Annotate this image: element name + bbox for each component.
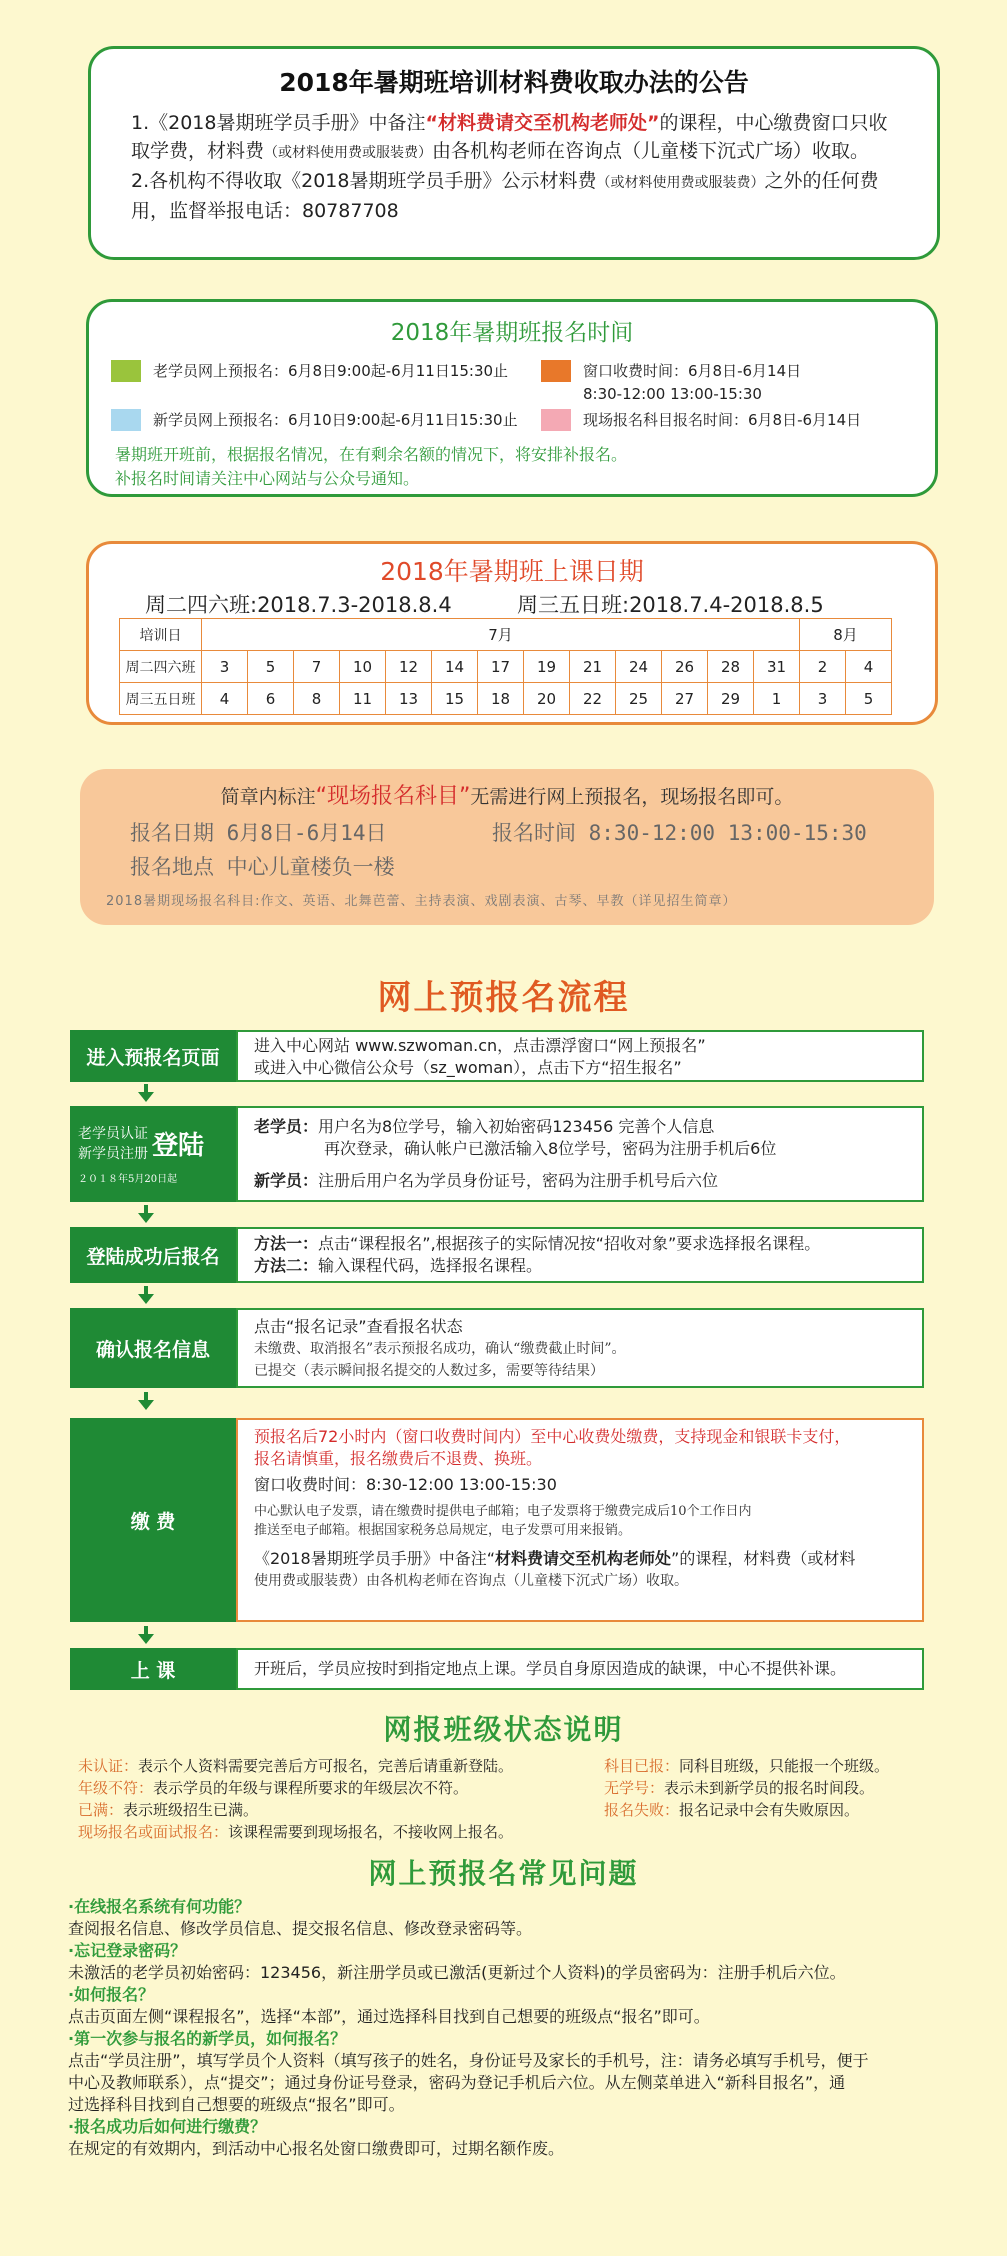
table-row	[120, 619, 892, 651]
step-pay-material-b: 材料费请交至机构老师处	[495, 1549, 672, 1568]
legend-new-online: 新学员网上预报名：6月10日9:00起-6月11日15:30止	[153, 411, 518, 429]
regtime-note-2: 补报名时间请关注中心网站与公众号通知。	[115, 469, 420, 488]
faq-answer: 点击页面左侧“课程报名”，选择“本部”，通过选择科目找到自己想要的班级点“报名”即可。	[68, 2007, 710, 2026]
status-key: 科目已报：	[604, 1757, 680, 1775]
classdates-sub-1: 周二四六班:2018.7.3-2018.8.4	[145, 593, 452, 617]
status-item	[78, 1822, 513, 1843]
faq-list	[68, 1896, 938, 2160]
notice-title: 2018年暑期班培训材料费收取办法的公告	[279, 68, 749, 97]
status-key: 报名失败：	[604, 1801, 680, 1819]
step-enroll-label: 登陆成功后报名	[70, 1227, 236, 1283]
calendar-cell: 3	[202, 651, 248, 683]
status-key: 现场报名或面试报名：	[78, 1823, 229, 1841]
step-login-label-date: ２０１８年5月20日起	[78, 1173, 178, 1185]
step-pay-invoice-1: 中心默认电子发票，请在缴费时提供电子邮箱；电子发票将于缴费完成后10个工作日内	[254, 1504, 752, 1519]
calendar-header-day: 培训日	[120, 619, 202, 651]
faq-question: ·如何报名？	[68, 1985, 155, 2004]
status-item	[78, 1800, 258, 1821]
onsite-subjects: 2018暑期现场报名科目:作文、英语、北舞芭蕾、主持表演、戏剧表演、古琴、早教（详见招生简章）	[106, 894, 737, 909]
table-row	[120, 683, 892, 715]
calendar-cell: 25	[616, 683, 662, 715]
status-value: 同科目班级，只能报一个班级。	[679, 1757, 890, 1775]
step-pay-material-d: 使用费或服装费）由各机构老师在咨询点（儿童楼下沉式广场）收取。	[254, 1573, 688, 1589]
step-pay-box	[236, 1418, 924, 1622]
registration-time-box	[86, 299, 938, 497]
calendar-cell: 26	[662, 651, 708, 683]
step-login-old-2: 再次登录，确认帐户已激活输入8位学号，密码为注册手机后6位	[324, 1139, 777, 1158]
calendar-cell: 7	[294, 651, 340, 683]
step-pay-material-a: 《2018暑期班学员手册》中备注“	[254, 1549, 496, 1568]
calendar-cell: 5	[846, 683, 892, 715]
status-key: 已满：	[78, 1801, 124, 1819]
step-confirm-box	[236, 1308, 924, 1388]
flow-title: 网上预报名流程	[377, 978, 630, 1018]
status-key: 未认证：	[78, 1757, 139, 1775]
faq-answer: 过选择科目找到自己想要的班级点“报名”即可。	[68, 2095, 405, 2114]
step-pay-time: 窗口收费时间：8:30-12:00 13:00-15:30	[254, 1475, 557, 1494]
calendar-cell: 8	[294, 683, 340, 715]
step-login-new-text: 注册后用户名为学员身份证号，密码为注册手机号后六位	[318, 1171, 719, 1190]
step-login-old-text-1: 用户名为8位学号，输入初始密码123456 完善个人信息	[318, 1117, 715, 1136]
step-confirm-label: 确认报名信息	[70, 1308, 236, 1388]
calendar-cell: 1	[754, 683, 800, 715]
notice-p1-c: 由各机构老师在咨询点（儿童楼下沉式广场）收取。	[432, 140, 870, 162]
regtime-title: 2018年暑期班报名时间	[390, 320, 634, 346]
status-value: 表示未到新学员的报名时间段。	[664, 1779, 875, 1797]
notice-p1-b: 的课程，中心缴费窗口只收取学费，材料费	[131, 112, 888, 162]
step-pay-invoice-2: 推送至电子邮箱。根据国家税务总局规定，电子发票可用来报销。	[254, 1523, 632, 1538]
status-key: 无学号：	[604, 1779, 665, 1797]
calendar-cell: 17	[478, 651, 524, 683]
calendar-cell: 27	[662, 683, 708, 715]
status-key: 年级不符：	[78, 1779, 154, 1797]
status-item	[78, 1778, 468, 1799]
status-value: 该课程需要到现场报名，不接收网上报名。	[228, 1823, 514, 1841]
class-dates-box	[86, 541, 938, 725]
calendar-cell: 18	[478, 683, 524, 715]
class-calendar-table	[119, 618, 892, 715]
status-item	[604, 1756, 889, 1777]
calendar-cell: 10	[340, 651, 386, 683]
arrow-down-icon	[138, 1084, 154, 1102]
faq-question: ·忘记登录密码？	[68, 1941, 187, 1960]
legend-swatch-new	[111, 409, 141, 431]
status-item	[604, 1800, 859, 1821]
table-row	[120, 651, 892, 683]
notice-p2-small: （或材料使用费或服装费）	[596, 175, 765, 191]
step-login-label-c: 登陆	[152, 1131, 205, 1161]
legend-swatch-old	[111, 360, 141, 382]
calendar-cell: 6	[248, 683, 294, 715]
step-enroll-method-1	[254, 1233, 906, 1255]
step-pay-label: 缴 费	[70, 1418, 236, 1622]
calendar-cell: 3	[800, 683, 846, 715]
calendar-cell: 28	[708, 651, 754, 683]
step-enter-line-1: 进入中心网站 www.szwoman.cn，点击漂浮窗口“网上预报名”	[254, 1036, 706, 1055]
step-enroll-method-2	[254, 1255, 906, 1277]
onsite-date: 报名日期 6月8日-6月14日	[130, 821, 387, 845]
step-confirm-line-2: 未缴费、取消报名”表示预报名成功，确认“缴费截止时间”。	[254, 1341, 626, 1357]
calendar-cell: 31	[754, 651, 800, 683]
onsite-l1-q: “现场报名科目”	[315, 784, 471, 809]
step-pay-material-c: ”的课程，材料费（或材料	[671, 1549, 856, 1568]
step-class-box: 开班后，学员应按时到指定地点上课。学员自身原因造成的缺课，中心不提供补课。	[236, 1648, 924, 1690]
status-value: 表示班级招生已满。	[123, 1801, 259, 1819]
step-enroll-box	[236, 1227, 924, 1283]
step-login-new	[254, 1170, 906, 1192]
calendar-cell: 11	[340, 683, 386, 715]
notice-p1-red: “材料费请交至机构老师处”	[425, 112, 660, 134]
calendar-cell: 29	[708, 683, 754, 715]
legend-swatch-window	[541, 360, 571, 382]
calendar-cell: 19	[524, 651, 570, 683]
status-item	[604, 1778, 874, 1799]
step-pay-red-1: 预报名后72小时内（窗口收费时间内）至中心收费处缴费，支持现金和银联卡支付，	[254, 1427, 851, 1446]
classdates-title: 2018年暑期班上课日期	[380, 557, 644, 586]
arrow-down-icon	[138, 1626, 154, 1644]
step-login-box	[236, 1106, 924, 1202]
legend-onsite: 现场报名科目报名时间：6月8日-6月14日	[583, 411, 862, 429]
faq-answer: 查阅报名信息、修改学员信息、提交报名信息、修改登录密码等。	[68, 1919, 533, 1938]
notice-paragraph-1	[131, 109, 897, 167]
step-pay-material	[254, 1548, 906, 1570]
step-enter-line-2: 或进入中心微信公众号（sz_woman），点击下方“招生报名”	[254, 1058, 682, 1077]
step-login-label	[70, 1106, 236, 1202]
onsite-place: 报名地点 中心儿童楼负一楼	[130, 855, 395, 879]
calendar-header-august: 8月	[800, 619, 892, 651]
classdates-sub-2: 周三五日班:2018.7.4-2018.8.5	[517, 593, 824, 617]
step-login-label-a: 老学员认证	[78, 1125, 148, 1142]
step-class-label: 上 课	[70, 1648, 236, 1690]
calendar-cell: 22	[570, 683, 616, 715]
calendar-header-july: 7月	[202, 619, 800, 651]
step-enroll-m2-key: 方法二：	[254, 1256, 319, 1275]
arrow-down-icon	[138, 1205, 154, 1223]
step-enter-label: 进入预报名页面	[70, 1030, 236, 1082]
regtime-note	[115, 443, 627, 491]
calendar-cell: 24	[616, 651, 662, 683]
step-login-label-b: 新学员注册	[78, 1145, 148, 1162]
faq-answer: 中心及教师联系），点“提交”；通过身份证号登录，密码为登记手机后六位。从左侧菜单进入“新科目报名”，通	[68, 2073, 846, 2092]
faq-title: 网上预报名常见问题	[368, 1857, 639, 1890]
notice-p2-a: 2.各机构不得收取《2018暑期班学员手册》公示材料费	[131, 170, 597, 192]
faq-question: ·在线报名系统有何功能？	[68, 1897, 251, 1916]
calendar-cell: 2	[800, 651, 846, 683]
calendar-row-name: 周三五日班	[120, 683, 202, 715]
step-login-new-key: 新学员：	[254, 1171, 319, 1190]
status-value: 表示个人资料需要完善后方可报名，完善后请重新登陆。	[138, 1757, 514, 1775]
legend-window-fee: 窗口收费时间：6月8日-6月14日	[583, 362, 802, 380]
step-enter-box	[236, 1030, 924, 1082]
onsite-l1-b: 无需进行网上预报名，现场报名即可。	[470, 786, 794, 808]
calendar-cell: 15	[432, 683, 478, 715]
status-title: 网报班级状态说明	[383, 1713, 624, 1746]
step-login-old-1	[254, 1116, 906, 1138]
step-confirm-line-3: 已提交（表示瞬间报名提交的人数过多，需要等待结果）	[254, 1363, 604, 1379]
calendar-cell: 5	[248, 651, 294, 683]
onsite-time: 报名时间 8:30-12:00 13:00-15:30	[492, 821, 867, 845]
step-confirm-line-1: 点击“报名记录”查看报名状态	[254, 1317, 463, 1336]
regtime-note-1: 暑期班开班前，根据报名情况，在有剩余名额的情况下，将安排补报名。	[115, 445, 628, 464]
step-enroll-m1-key: 方法一：	[254, 1234, 319, 1253]
faq-question: ·第一次参与报名的新学员，如何报名？	[68, 2029, 347, 2048]
status-value: 表示学员的年级与课程所要求的年级层次不符。	[153, 1779, 469, 1797]
status-item	[78, 1756, 513, 1777]
step-pay-red-2: 报名请慎重，报名缴费后不退费、换班。	[254, 1449, 543, 1468]
calendar-row-name: 周二四六班	[120, 651, 202, 683]
faq-answer: 未激活的老学员初始密码：123456，新注册学员或已激活(更新过个人资料)的学员密码为：注册手机后六位。	[68, 1963, 846, 1982]
faq-answer: 在规定的有效期内，到活动中心报名处窗口缴费即可，过期名额作废。	[68, 2139, 565, 2158]
step-login-old-key: 老学员：	[254, 1117, 319, 1136]
faq-answer: 点击“学员注册”，填写学员个人资料（填写孩子的姓名，身份证号及家长的手机号，注：请务必填写手机号，便于	[68, 2051, 869, 2070]
legend-old-online: 老学员网上预报名：6月8日9:00起-6月11日15:30止	[153, 362, 509, 380]
onsite-registration-box	[80, 769, 934, 925]
notice-box	[88, 46, 940, 260]
arrow-down-icon	[138, 1392, 154, 1410]
calendar-cell: 4	[202, 683, 248, 715]
notice-p1-a: 1.《2018暑期班学员手册》中备注	[131, 112, 426, 134]
calendar-cell: 4	[846, 651, 892, 683]
calendar-cell: 13	[386, 683, 432, 715]
legend-window-hours: 8:30-12:00 13:00-15:30	[583, 385, 762, 403]
faq-question: ·报名成功后如何进行缴费？	[68, 2117, 267, 2136]
calendar-cell: 14	[432, 651, 478, 683]
calendar-cell: 20	[524, 683, 570, 715]
notice-p1-small: （或材料使用费或服装费）	[264, 145, 433, 161]
legend-swatch-onsite	[541, 409, 571, 431]
calendar-cell: 12	[386, 651, 432, 683]
step-enroll-m2-text: 输入课程代码，选择报名课程。	[318, 1256, 543, 1275]
notice-p2-b: 之外的任何费用，监督举报电话：80787708	[131, 170, 879, 222]
onsite-l1-a: 简章内标注	[220, 786, 316, 808]
arrow-down-icon	[138, 1286, 154, 1304]
onsite-line-1	[80, 779, 934, 810]
step-enroll-m1-text: 点击“课程报名”,根据孩子的实际情况按“招收对象”要求选择报名课程。	[318, 1234, 821, 1253]
calendar-cell: 21	[570, 651, 616, 683]
status-value: 报名记录中会有失败原因。	[679, 1801, 860, 1819]
notice-paragraph-2	[131, 167, 897, 225]
